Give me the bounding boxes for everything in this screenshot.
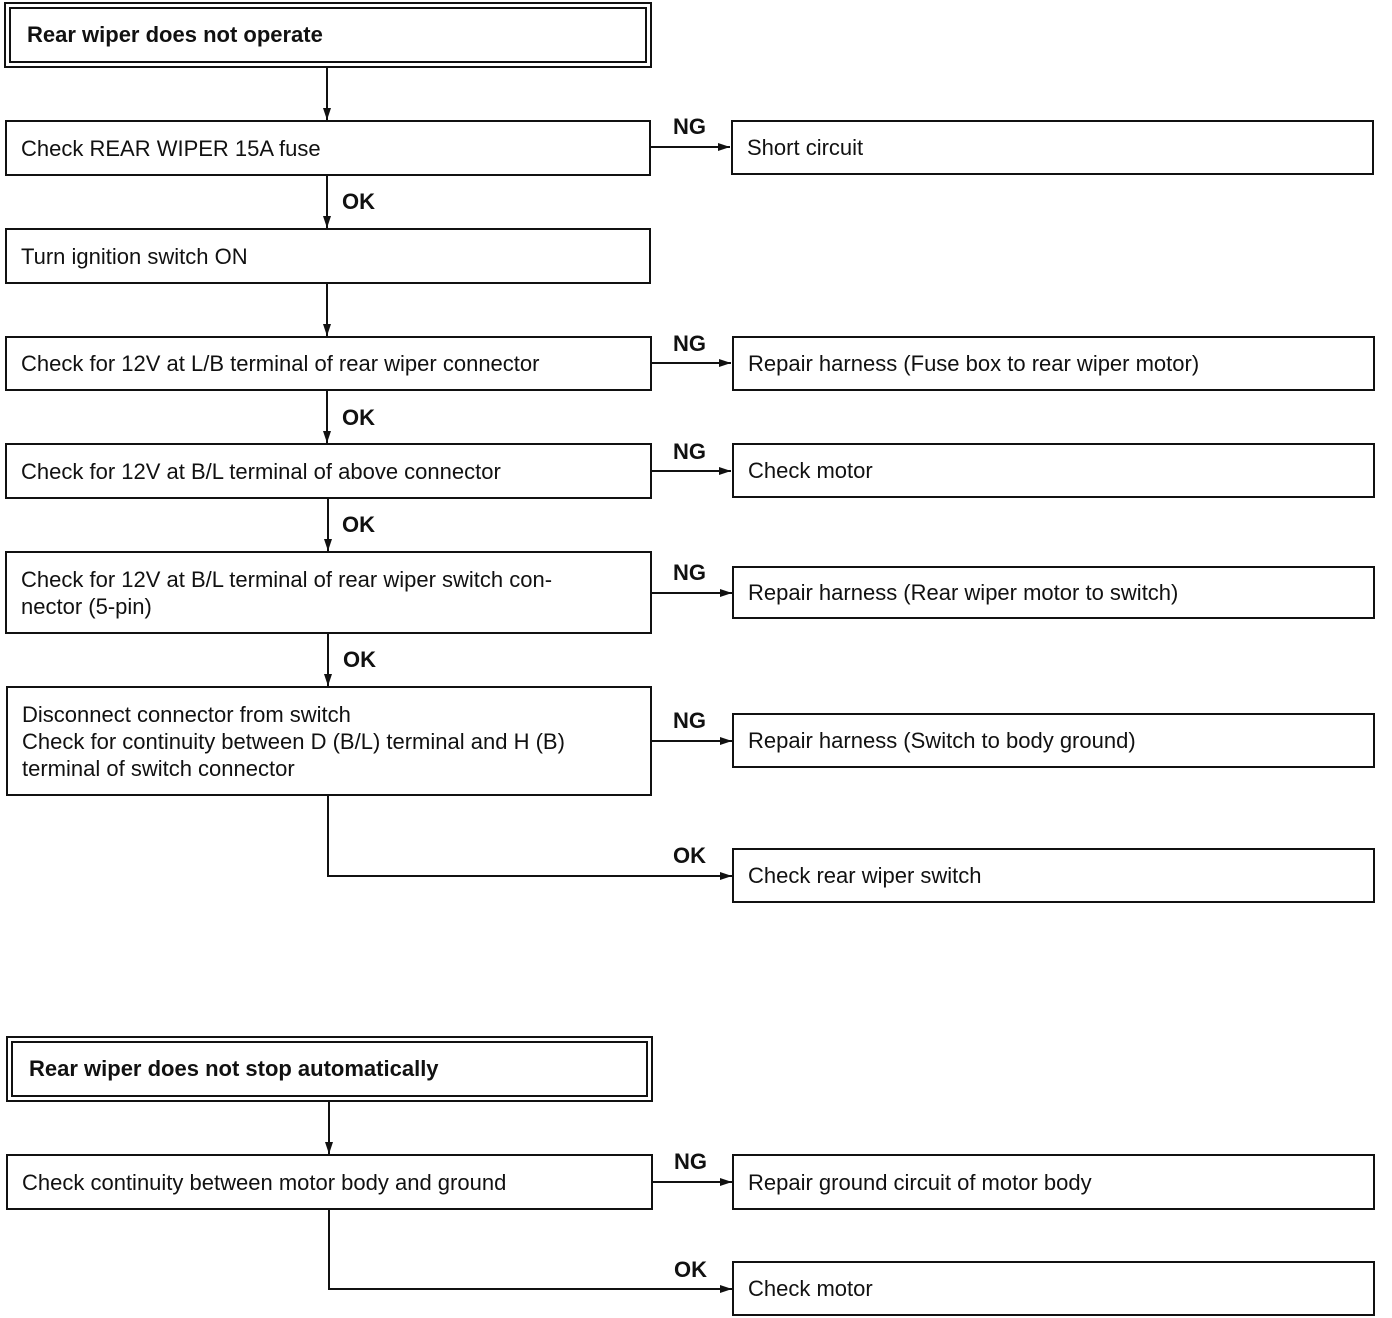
flow1-title-box <box>4 2 652 68</box>
result-repair-ground-circuit: Repair ground circuit of motor body <box>732 1154 1375 1210</box>
ng-label-ground: NG <box>674 1149 707 1174</box>
ok-label-bl: OK <box>342 512 375 537</box>
step-check-bl-terminal: Check for 12V at B/L terminal of above connector <box>5 443 652 499</box>
result-repair-fuse-box-harness: Repair harness (Fuse box to rear wiper motor) <box>732 336 1375 391</box>
step-check-lb-terminal: Check for 12V at L/B terminal of rear wiper connector <box>5 336 652 391</box>
result-check-motor: Check motor <box>732 443 1375 498</box>
result-repair-motor-switch-harness: Repair harness (Rear wiper motor to switch) <box>732 566 1375 619</box>
ng-label-lb: NG <box>673 331 706 356</box>
arrow-ground-ok <box>329 1210 732 1289</box>
result-check-rear-wiper-switch: Check rear wiper switch <box>732 848 1375 903</box>
flow1-title: Rear wiper does not operate <box>9 7 647 63</box>
flow2-title-box <box>6 1036 653 1102</box>
ng-label-bl: NG <box>673 439 706 464</box>
step-check-continuity-switch: Disconnect connector from switch Check for continuity between D (B/L) terminal and H (B) terminal of switch connector <box>6 686 652 796</box>
result-repair-switch-ground-harness: Repair harness (Switch to body ground) <box>732 713 1375 768</box>
ok-label-switch: OK <box>343 647 376 672</box>
result-short-circuit: Short circuit <box>731 120 1374 175</box>
ok-label-fuse: OK <box>342 189 375 214</box>
flow2-title: Rear wiper does not stop automatically <box>11 1041 648 1097</box>
step-ignition-on: Turn ignition switch ON <box>5 228 651 284</box>
ng-label-continuity: NG <box>673 708 706 733</box>
ng-label-fuse: NG <box>673 114 706 139</box>
ng-label-switch: NG <box>673 560 706 585</box>
ok-label-continuity: OK <box>673 843 706 868</box>
arrow-continuity-ok <box>328 796 732 876</box>
step-check-switch-connector: Check for 12V at B/L terminal of rear wiper switch con- nector (5-pin) <box>5 551 652 634</box>
step-check-motor-body-ground: Check continuity between motor body and ground <box>6 1154 653 1210</box>
result-check-motor-2: Check motor <box>732 1261 1375 1316</box>
step-check-fuse: Check REAR WIPER 15A fuse <box>5 120 651 176</box>
ok-label-ground: OK <box>674 1257 707 1282</box>
ok-label-lb: OK <box>342 405 375 430</box>
